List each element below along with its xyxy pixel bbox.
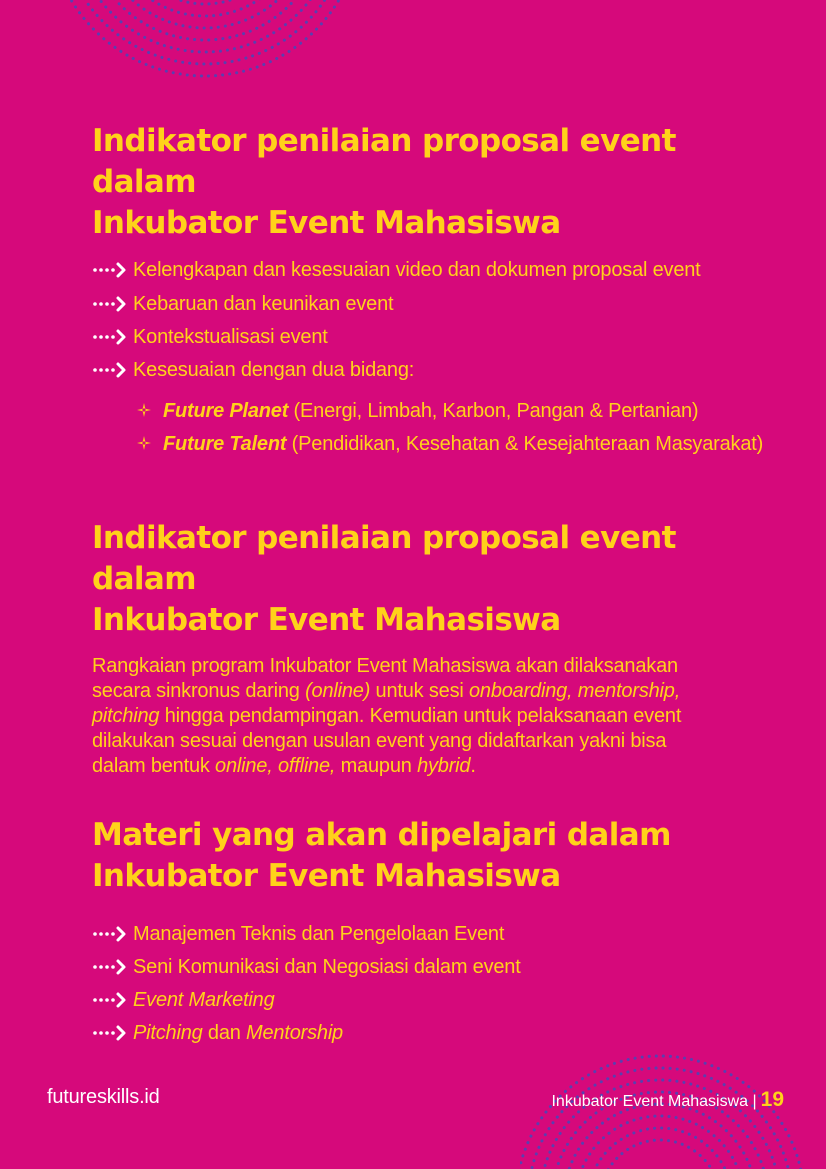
field-sublist xyxy=(92,399,772,456)
field-description: (Energi, Limbah, Karbon, Pangan & Pertanian) xyxy=(288,400,699,422)
list-item-text: Seni Komunikasi dan Negosiasi dalam event xyxy=(133,956,521,978)
dotted-arrow-icon xyxy=(92,991,128,1009)
dotted-arrow-icon xyxy=(92,958,128,976)
title-line: Indikator penilaian proposal event dalam xyxy=(92,520,676,597)
sparkle-icon xyxy=(137,436,151,450)
section-title xyxy=(92,518,772,641)
dotted-arrow-icon xyxy=(92,328,128,346)
sublist-item xyxy=(92,399,772,423)
field-name: Future Talent xyxy=(163,433,287,455)
list-item xyxy=(92,325,772,349)
section-program-execution xyxy=(92,518,772,779)
dotted-arrow-icon xyxy=(92,361,128,379)
list-item xyxy=(92,358,772,382)
title-line: Inkubator Event Mahasiswa xyxy=(92,205,561,241)
list-item xyxy=(92,955,772,979)
sparkle-icon xyxy=(137,403,151,417)
text-run: maupun xyxy=(335,755,418,777)
text-run: dan xyxy=(202,1022,247,1044)
text-run: onboarding, mentorship, pitching xyxy=(92,680,681,727)
text-run: (online) xyxy=(305,680,371,702)
indicator-list xyxy=(92,258,772,382)
list-item-text: Kebaruan dan keunikan event xyxy=(133,293,394,315)
dotted-arrow-icon xyxy=(92,925,128,943)
title-line: Materi yang akan dipelajari dalam xyxy=(92,817,671,853)
dotted-arrow-icon xyxy=(92,1024,128,1042)
list-item xyxy=(92,988,772,1012)
sublist-item xyxy=(92,432,772,456)
title-line: Inkubator Event Mahasiswa xyxy=(92,858,561,894)
section-learning-materials xyxy=(92,815,772,1045)
list-item xyxy=(92,292,772,316)
text-run: hybrid xyxy=(417,755,471,777)
footer-website[interactable]: futureskills.id xyxy=(47,1086,160,1108)
materials-list xyxy=(92,922,772,1045)
list-item-text: Event Marketing xyxy=(133,989,275,1011)
section-title xyxy=(92,815,772,897)
footer-doc-title: Inkubator Event Mahasiswa | xyxy=(551,1093,757,1110)
footer-page-info xyxy=(551,1088,784,1112)
dotted-arc-decoration-top xyxy=(60,0,380,90)
title-line: Indikator penilaian proposal event dalam xyxy=(92,123,676,200)
dotted-arrow-icon xyxy=(92,295,128,313)
list-item xyxy=(92,922,772,946)
list-item-text: Manajemen Teknis dan Pengelolaan Event xyxy=(133,923,505,945)
text-run: Mentorship xyxy=(246,1022,343,1044)
field-name: Future Planet xyxy=(163,400,289,422)
field-description: (Pendidikan, Kesehatan & Kesejahteraan Masyarakat) xyxy=(286,433,764,455)
section-title xyxy=(92,121,772,244)
title-line: Inkubator Event Mahasiswa xyxy=(92,602,561,638)
text-run: Rangkaian program Inkubator Event Mahasiswa akan dilaksanakan secara sinkronus daring xyxy=(92,655,678,702)
list-item-text: Kesesuaian dengan dua bidang: xyxy=(133,359,415,381)
section-assessment-indicators xyxy=(92,121,772,456)
text-run: online, offline, xyxy=(215,755,336,777)
list-item xyxy=(92,258,772,282)
text-run: hingga pendampingan. Kemudian untuk pelaksanaan event dilakukan sesuai dengan usulan event yang didaftarkan yakni bisa dalam bentuk xyxy=(92,705,682,777)
dotted-arrow-icon xyxy=(92,261,128,279)
list-item-text: Kelengkapan dan kesesuaian video dan dokumen proposal event xyxy=(133,259,701,281)
page-number: 19 xyxy=(760,1088,784,1111)
text-run: . xyxy=(470,755,476,777)
program-description xyxy=(92,654,712,779)
list-item-text: Kontekstualisasi event xyxy=(133,326,328,348)
list-item xyxy=(92,1021,772,1045)
text-run: Pitching xyxy=(133,1022,203,1044)
text-run: untuk sesi xyxy=(370,680,469,702)
